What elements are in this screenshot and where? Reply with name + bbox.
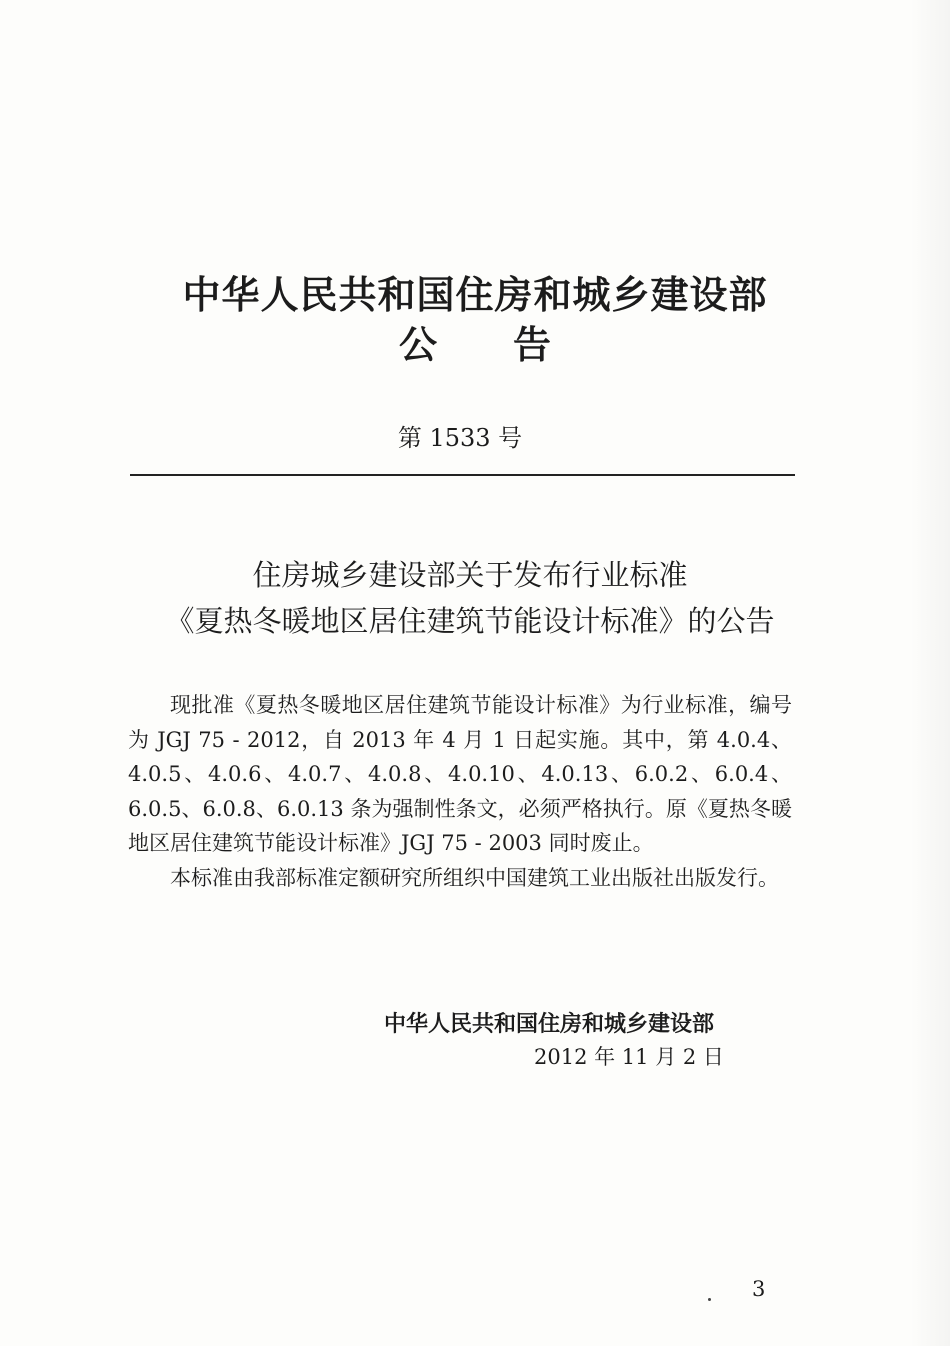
announcement-title-line-2: 《夏热冬暖地区居住建筑节能设计标准》的公告	[165, 604, 775, 638]
body-paragraph-2: 本标准由我部标准定额研究所组织中国建筑工业出版社出版发行。	[170, 865, 779, 890]
scan-speck	[708, 1298, 711, 1301]
page-number: 3	[752, 1277, 766, 1301]
header-divider	[130, 474, 795, 476]
notice-heading: 公 告	[398, 323, 551, 367]
announcement-body	[128, 688, 792, 895]
ministry-title: 中华人民共和国住房和城乡建设部	[182, 273, 768, 317]
announcement-title	[110, 552, 830, 644]
notice-number: 第 1533 号	[397, 424, 523, 452]
issuer-signature: 中华人民共和国住房和城乡建设部	[384, 1012, 715, 1037]
scan-edge-shade	[910, 0, 950, 1346]
issue-date: 2012 年 11 月 2 日	[534, 1045, 724, 1069]
body-paragraph-1: 现批准《夏热冬暖地区居住建筑节能设计标准》为行业标准，编号为 JGJ 75 - 2012，自 2013 年 4 月 1 日起实施。其中，第 4.0.4、4.0.5、4.0.6、4.0.7、4.0.8、4.0.10、4.0.13、6.0.2、6.0.4、6.0.5、6.0.8、6.0.13 条为强制性条文，必须严格执行。原《夏热冬暖地区居住建筑节能设计标准》JGJ 75 - 2003 同时废止。	[128, 693, 792, 855]
announcement-title-line-1: 住房城乡建设部关于发布行业标准	[252, 558, 688, 592]
